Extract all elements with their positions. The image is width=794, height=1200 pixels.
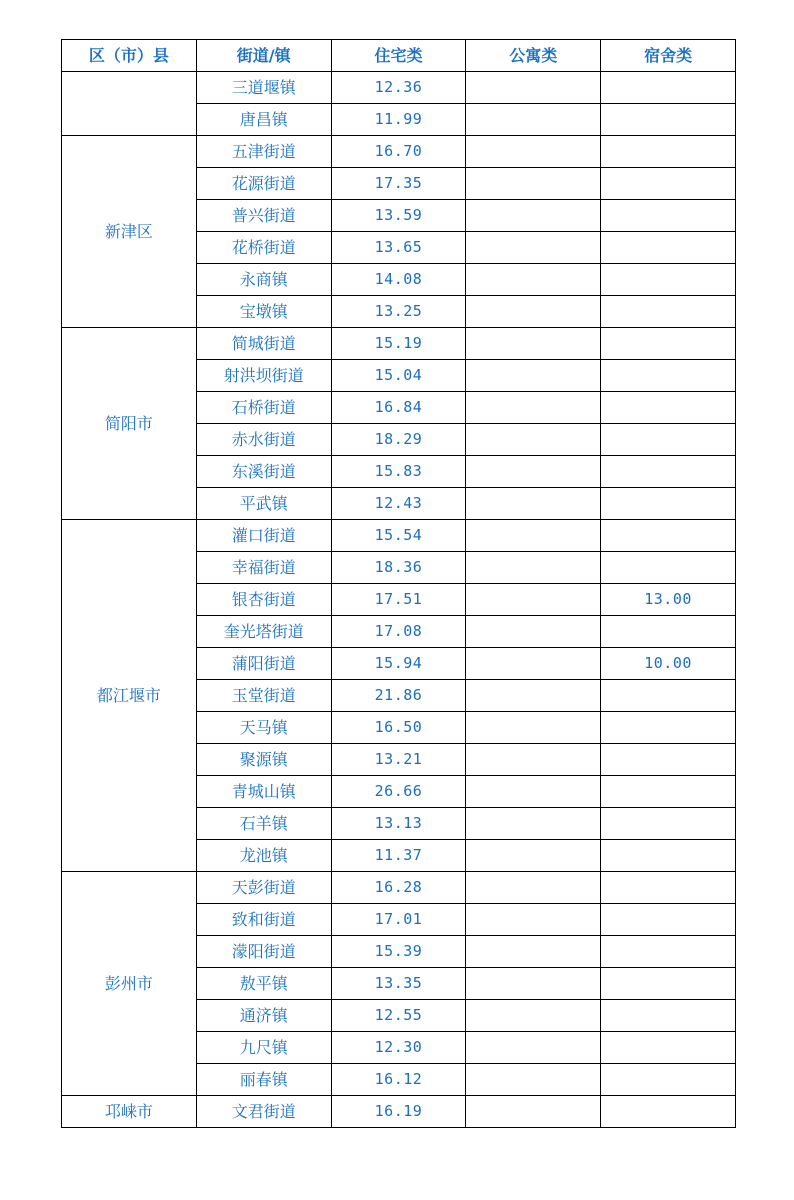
street-cell: 濛阳街道: [196, 936, 331, 968]
street-cell: 石羊镇: [196, 808, 331, 840]
dormitory-price-cell: [601, 712, 736, 744]
apartment-price-cell: [466, 456, 601, 488]
dormitory-price-cell: [601, 1096, 736, 1128]
street-cell: 天彭街道: [196, 872, 331, 904]
street-cell: 普兴街道: [196, 200, 331, 232]
street-cell: 天马镇: [196, 712, 331, 744]
street-cell: 青城山镇: [196, 776, 331, 808]
apartment-price-cell: [466, 232, 601, 264]
street-cell: 东溪街道: [196, 456, 331, 488]
residential-price-cell: 13.13: [331, 808, 466, 840]
apartment-price-cell: [466, 1000, 601, 1032]
dormitory-price-cell: [601, 744, 736, 776]
street-cell: 通济镇: [196, 1000, 331, 1032]
residential-price-cell: 16.12: [331, 1064, 466, 1096]
residential-price-cell: 16.70: [331, 136, 466, 168]
dormitory-price-cell: [601, 456, 736, 488]
dormitory-price-cell: [601, 232, 736, 264]
header-row: [62, 40, 736, 72]
street-cell: 五津街道: [196, 136, 331, 168]
dormitory-price-cell: [601, 840, 736, 872]
residential-price-cell: 13.65: [331, 232, 466, 264]
apartment-price-cell: [466, 488, 601, 520]
header-street: 街道/镇: [196, 40, 331, 72]
table-row: [62, 872, 736, 904]
residential-price-cell: 15.54: [331, 520, 466, 552]
apartment-price-cell: [466, 424, 601, 456]
dormitory-price-cell: [601, 552, 736, 584]
residential-price-cell: 15.19: [331, 328, 466, 360]
dormitory-price-cell: [601, 1000, 736, 1032]
street-cell: 三道堰镇: [196, 72, 331, 104]
residential-price-cell: 12.43: [331, 488, 466, 520]
residential-price-cell: 26.66: [331, 776, 466, 808]
street-cell: 龙池镇: [196, 840, 331, 872]
table-row: [62, 136, 736, 168]
residential-price-cell: 15.39: [331, 936, 466, 968]
dormitory-price-cell: [601, 872, 736, 904]
residential-price-cell: 13.25: [331, 296, 466, 328]
residential-price-cell: 18.29: [331, 424, 466, 456]
apartment-price-cell: [466, 136, 601, 168]
apartment-price-cell: [466, 680, 601, 712]
apartment-price-cell: [466, 264, 601, 296]
dormitory-price-cell: [601, 520, 736, 552]
dormitory-price-cell: [601, 328, 736, 360]
dormitory-price-cell: [601, 1032, 736, 1064]
apartment-price-cell: [466, 840, 601, 872]
street-cell: 蒲阳街道: [196, 648, 331, 680]
district-cell: 新津区: [62, 136, 197, 328]
dormitory-price-cell: [601, 264, 736, 296]
street-cell: 赤水街道: [196, 424, 331, 456]
residential-price-cell: 15.94: [331, 648, 466, 680]
dormitory-price-cell: [601, 808, 736, 840]
street-cell: 唐昌镇: [196, 104, 331, 136]
street-cell: 幸福街道: [196, 552, 331, 584]
table-row: [62, 72, 736, 104]
header-district: 区（市）县: [62, 40, 197, 72]
table-row: [62, 1096, 736, 1128]
apartment-price-cell: [466, 1064, 601, 1096]
apartment-price-cell: [466, 1032, 601, 1064]
residential-price-cell: 11.37: [331, 840, 466, 872]
residential-price-cell: 16.28: [331, 872, 466, 904]
residential-price-cell: 16.19: [331, 1096, 466, 1128]
dormitory-price-cell: [601, 616, 736, 648]
district-cell: 简阳市: [62, 328, 197, 520]
dormitory-price-cell: 10.00: [601, 648, 736, 680]
street-cell: 致和街道: [196, 904, 331, 936]
dormitory-price-cell: [601, 936, 736, 968]
dormitory-price-cell: [601, 168, 736, 200]
apartment-price-cell: [466, 296, 601, 328]
apartment-price-cell: [466, 712, 601, 744]
residential-price-cell: 15.83: [331, 456, 466, 488]
apartment-price-cell: [466, 104, 601, 136]
district-cell: 都江堰市: [62, 520, 197, 872]
apartment-price-cell: [466, 616, 601, 648]
dormitory-price-cell: [601, 1064, 736, 1096]
residential-price-cell: 21.86: [331, 680, 466, 712]
street-cell: 玉堂街道: [196, 680, 331, 712]
dormitory-price-cell: [601, 72, 736, 104]
residential-price-cell: 13.59: [331, 200, 466, 232]
dormitory-price-cell: [601, 488, 736, 520]
dormitory-price-cell: [601, 904, 736, 936]
apartment-price-cell: [466, 392, 601, 424]
apartment-price-cell: [466, 168, 601, 200]
dormitory-price-cell: [601, 392, 736, 424]
street-cell: 石桥街道: [196, 392, 331, 424]
residential-price-cell: 17.51: [331, 584, 466, 616]
street-cell: 简城街道: [196, 328, 331, 360]
street-cell: 花桥街道: [196, 232, 331, 264]
district-cell: [62, 72, 197, 136]
header-dormitory: 宿舍类: [601, 40, 736, 72]
residential-price-cell: 15.04: [331, 360, 466, 392]
street-cell: 聚源镇: [196, 744, 331, 776]
street-cell: 奎光塔街道: [196, 616, 331, 648]
apartment-price-cell: [466, 808, 601, 840]
residential-price-cell: 13.35: [331, 968, 466, 1000]
apartment-price-cell: [466, 936, 601, 968]
dormitory-price-cell: [601, 360, 736, 392]
residential-price-cell: 12.55: [331, 1000, 466, 1032]
apartment-price-cell: [466, 72, 601, 104]
dormitory-price-cell: [601, 424, 736, 456]
table-row: [62, 328, 736, 360]
apartment-price-cell: [466, 744, 601, 776]
street-cell: 宝墩镇: [196, 296, 331, 328]
residential-price-cell: 17.08: [331, 616, 466, 648]
dormitory-price-cell: [601, 104, 736, 136]
district-cell: 彭州市: [62, 872, 197, 1096]
street-cell: 永商镇: [196, 264, 331, 296]
dormitory-price-cell: [601, 200, 736, 232]
apartment-price-cell: [466, 200, 601, 232]
dormitory-price-cell: [601, 136, 736, 168]
residential-price-cell: 13.21: [331, 744, 466, 776]
apartment-price-cell: [466, 328, 601, 360]
street-cell: 敖平镇: [196, 968, 331, 1000]
apartment-price-cell: [466, 904, 601, 936]
table-body: [62, 72, 736, 1128]
residential-price-cell: 17.01: [331, 904, 466, 936]
dormitory-price-cell: [601, 296, 736, 328]
residential-price-cell: 16.50: [331, 712, 466, 744]
apartment-price-cell: [466, 968, 601, 1000]
street-cell: 射洪坝街道: [196, 360, 331, 392]
residential-price-cell: 18.36: [331, 552, 466, 584]
street-cell: 灌口街道: [196, 520, 331, 552]
street-cell: 平武镇: [196, 488, 331, 520]
table-header: [62, 40, 736, 72]
header-apartment: 公寓类: [466, 40, 601, 72]
dormitory-price-cell: 13.00: [601, 584, 736, 616]
residential-price-cell: 14.08: [331, 264, 466, 296]
rent-price-table: [61, 39, 736, 1128]
district-cell: 邛崃市: [62, 1096, 197, 1128]
apartment-price-cell: [466, 360, 601, 392]
residential-price-cell: 16.84: [331, 392, 466, 424]
dormitory-price-cell: [601, 968, 736, 1000]
street-cell: 花源街道: [196, 168, 331, 200]
apartment-price-cell: [466, 520, 601, 552]
apartment-price-cell: [466, 648, 601, 680]
header-residential: 住宅类: [331, 40, 466, 72]
dormitory-price-cell: [601, 680, 736, 712]
residential-price-cell: 17.35: [331, 168, 466, 200]
street-cell: 九尺镇: [196, 1032, 331, 1064]
apartment-price-cell: [466, 1096, 601, 1128]
table-row: [62, 520, 736, 552]
apartment-price-cell: [466, 776, 601, 808]
street-cell: 丽春镇: [196, 1064, 331, 1096]
residential-price-cell: 12.36: [331, 72, 466, 104]
street-cell: 银杏街道: [196, 584, 331, 616]
apartment-price-cell: [466, 872, 601, 904]
dormitory-price-cell: [601, 776, 736, 808]
apartment-price-cell: [466, 584, 601, 616]
residential-price-cell: 12.30: [331, 1032, 466, 1064]
street-cell: 文君街道: [196, 1096, 331, 1128]
apartment-price-cell: [466, 552, 601, 584]
residential-price-cell: 11.99: [331, 104, 466, 136]
